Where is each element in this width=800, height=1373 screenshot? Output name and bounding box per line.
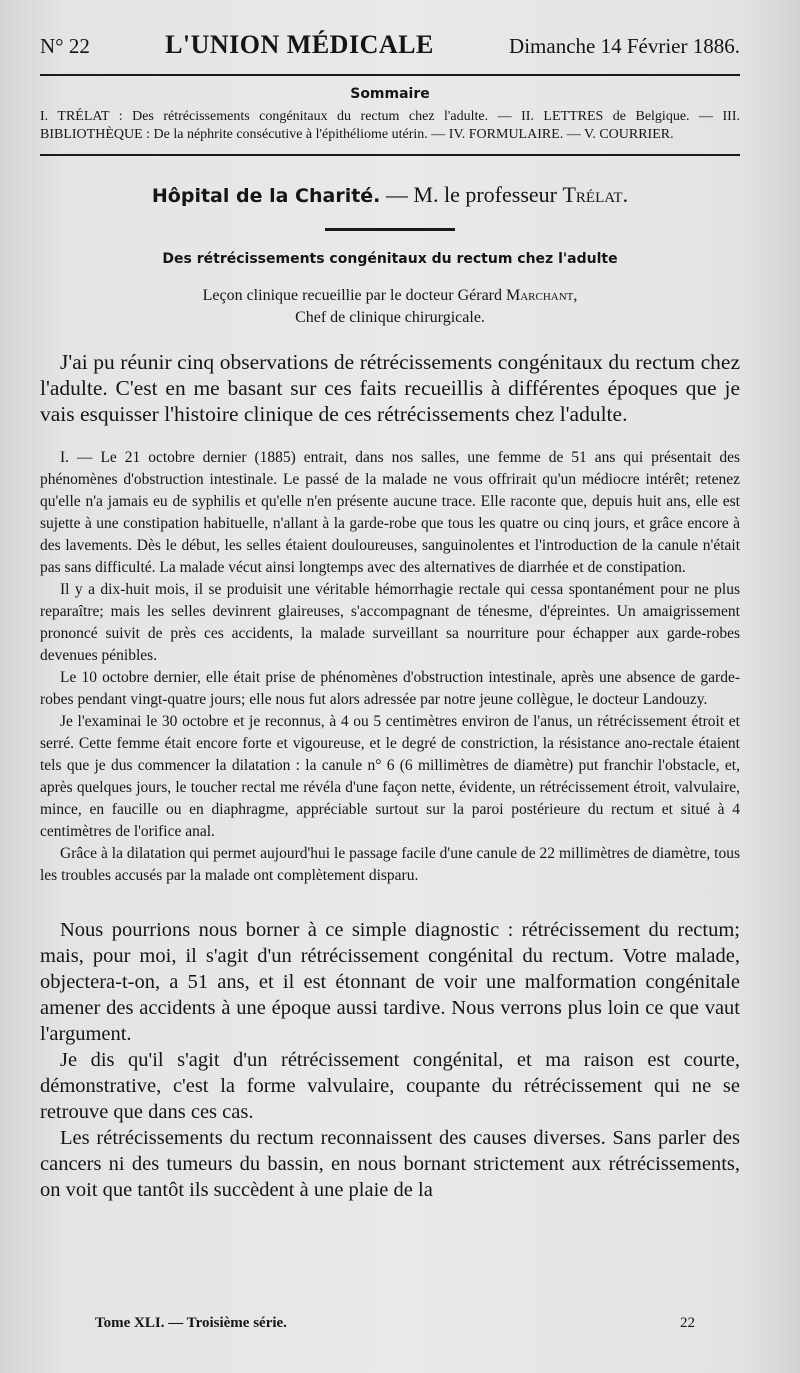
summary-rule (40, 154, 740, 156)
section-heading (40, 182, 740, 208)
summary-title: Sommaire (350, 86, 430, 102)
case-paragraph: Le 10 octobre dernier, elle était prise de phénomènes d'obstruction intestinale, après une absence de garde-robes pendant vingt-quatre jours; elle nous fut alors adressée par notre jeune collègue, le docteur Landouzy. (40, 669, 740, 708)
discussion-paragraph: Les rétrécissements du rectum reconnaissent des causes diverses. Sans parler des cancers ni des tumeurs du bassin, en nous bornant strictement aux rétrécissements, on voit que tantôt ils succèdent à une plaie de la (40, 1127, 740, 1201)
hospital-name: Hôpital de la Charité. (151, 185, 381, 207)
heading-rule (325, 228, 455, 231)
byline-author: Marchant, (506, 287, 578, 304)
case-paragraph: I. — Le 21 octobre dernier (1885) entrait, dans nos salles, une femme de 51 ans qui présentait des phénomènes d'obstruction intestinale. Le passé de la malade ne vous offrirait qu'un médiocre intérêt; retenez qu'elle n'a jamais eu de syphilis et qu'elle n'en présente aucune trace. Elle raconte que, depuis huit ans, elle est sujette à une constipation habituelle, n'allant à la garde-robe que tous les quatre ou cinq jours, et grâce encore à des lavements. Dès le début, les selles étaient douloureuses, sanguinolentes et l'introduction de la canule n'était pas sans difficulté. La malade vécut ainsi longtemps avec des alternatives de diarrhée et de constipation. (40, 449, 740, 576)
case-paragraph: Je l'examinai le 30 octobre et je reconnus, à 4 ou 5 centimètres environ de l'anus, un rétrécissement étroit et serré. Cette femme était encore forte et vigoureuse, et le degré de constriction, la résistance ano-rectale étaient tels que je dus commencer la dilatation : la canule n° 6 (6 millimètres de diamètre) put franchir l'obstacle, et, après quelques jours, le toucher rectal me révéla d'une façon nette, évidente, un rétrécissement étroit, valvulaire, mince, en faucille ou en diaphragme, appréciable surtout sur la paroi postérieure du rectum et situé à 4 centimètres de l'orifice anal. (40, 713, 740, 840)
byline-prefix: Leçon clinique recueillie par le docteur Gérard (202, 287, 506, 304)
discussion-paragraph: Je dis qu'il s'agit d'un rétrécissement congénital, et ma raison est courte, démonstrative, c'est la forme valvulaire, coupante du rétrécissement qui ne se retrouve que dans ces cas. (40, 1049, 740, 1123)
byline-role: Chef de clinique chirurgicale. (295, 309, 485, 326)
professor-name: Trélat. (562, 182, 629, 207)
case-paragraph: Il y a dix-huit mois, il se produisit une véritable hémorrhagie rectale qui cessa spontanément pour ne plus reparaître; mais les selles devinrent glaireuses, s'accompagnant de ténesme, d'épreintes. Un amaigrissement prononcé suivit de près ces accidents, la malade surveillant sa nourriture pour échapper aux garde-robes devenues pénibles. (40, 581, 740, 664)
running-header (40, 30, 740, 74)
byline (40, 285, 740, 329)
discussion (40, 917, 740, 1203)
issue-date: Dimanche 14 Février 1886. (509, 34, 740, 58)
case-report (40, 447, 740, 887)
discussion-paragraph: Nous pourrions nous borner à ce simple diagnostic : rétrécissement du rectum; mais, pour moi, il s'agit d'un rétrécissement congénital du rectum. Votre malade, objectera-t-on, a 51 ans, et il est étonnant de voir une malformation congénitale amener des accidents à une époque aussi tardive. Nous verrons plus loin ce que vaut l'argument. (40, 919, 740, 1045)
journal-title: L'UNION MÉDICALE (165, 30, 434, 59)
heading-dash: — M. le professeur (380, 182, 563, 207)
article-title: Des rétrécissements congénitaux du rectum chez l'adulte (162, 251, 618, 267)
volume-label: Tome XLI. — Troisième série. (95, 1315, 287, 1331)
lead-paragraph: J'ai pu réunir cinq observations de rétrécissements congénitaux du rectum chez l'adulte. C'est en me basant sur ces faits recueillis à différentes époques que je vais esquisser l'histoire clinique de ces rétrécissements chez l'adulte. (40, 350, 740, 426)
summary-text: I. TRÉLAT : Des rétrécissements congénitaux du rectum chez l'adulte. — II. LETTRES de Belgique. — III. BIBLIOTHÈQUE : De la néphrite consécutive à l'épithéliome utérin. — IV. FORMULAIRE. — V. COURRIER. (40, 109, 740, 142)
page-footer (95, 1315, 695, 1332)
case-paragraph: Grâce à la dilatation qui permet aujourd'hui le passage facile d'une canule de 22 millimètres de diamètre, tous les troubles accusés par la malade ont complètement disparu. (40, 845, 740, 884)
summary-box (40, 76, 740, 144)
issue-number: N° 22 (40, 34, 90, 58)
page-number: 22 (680, 1315, 695, 1331)
